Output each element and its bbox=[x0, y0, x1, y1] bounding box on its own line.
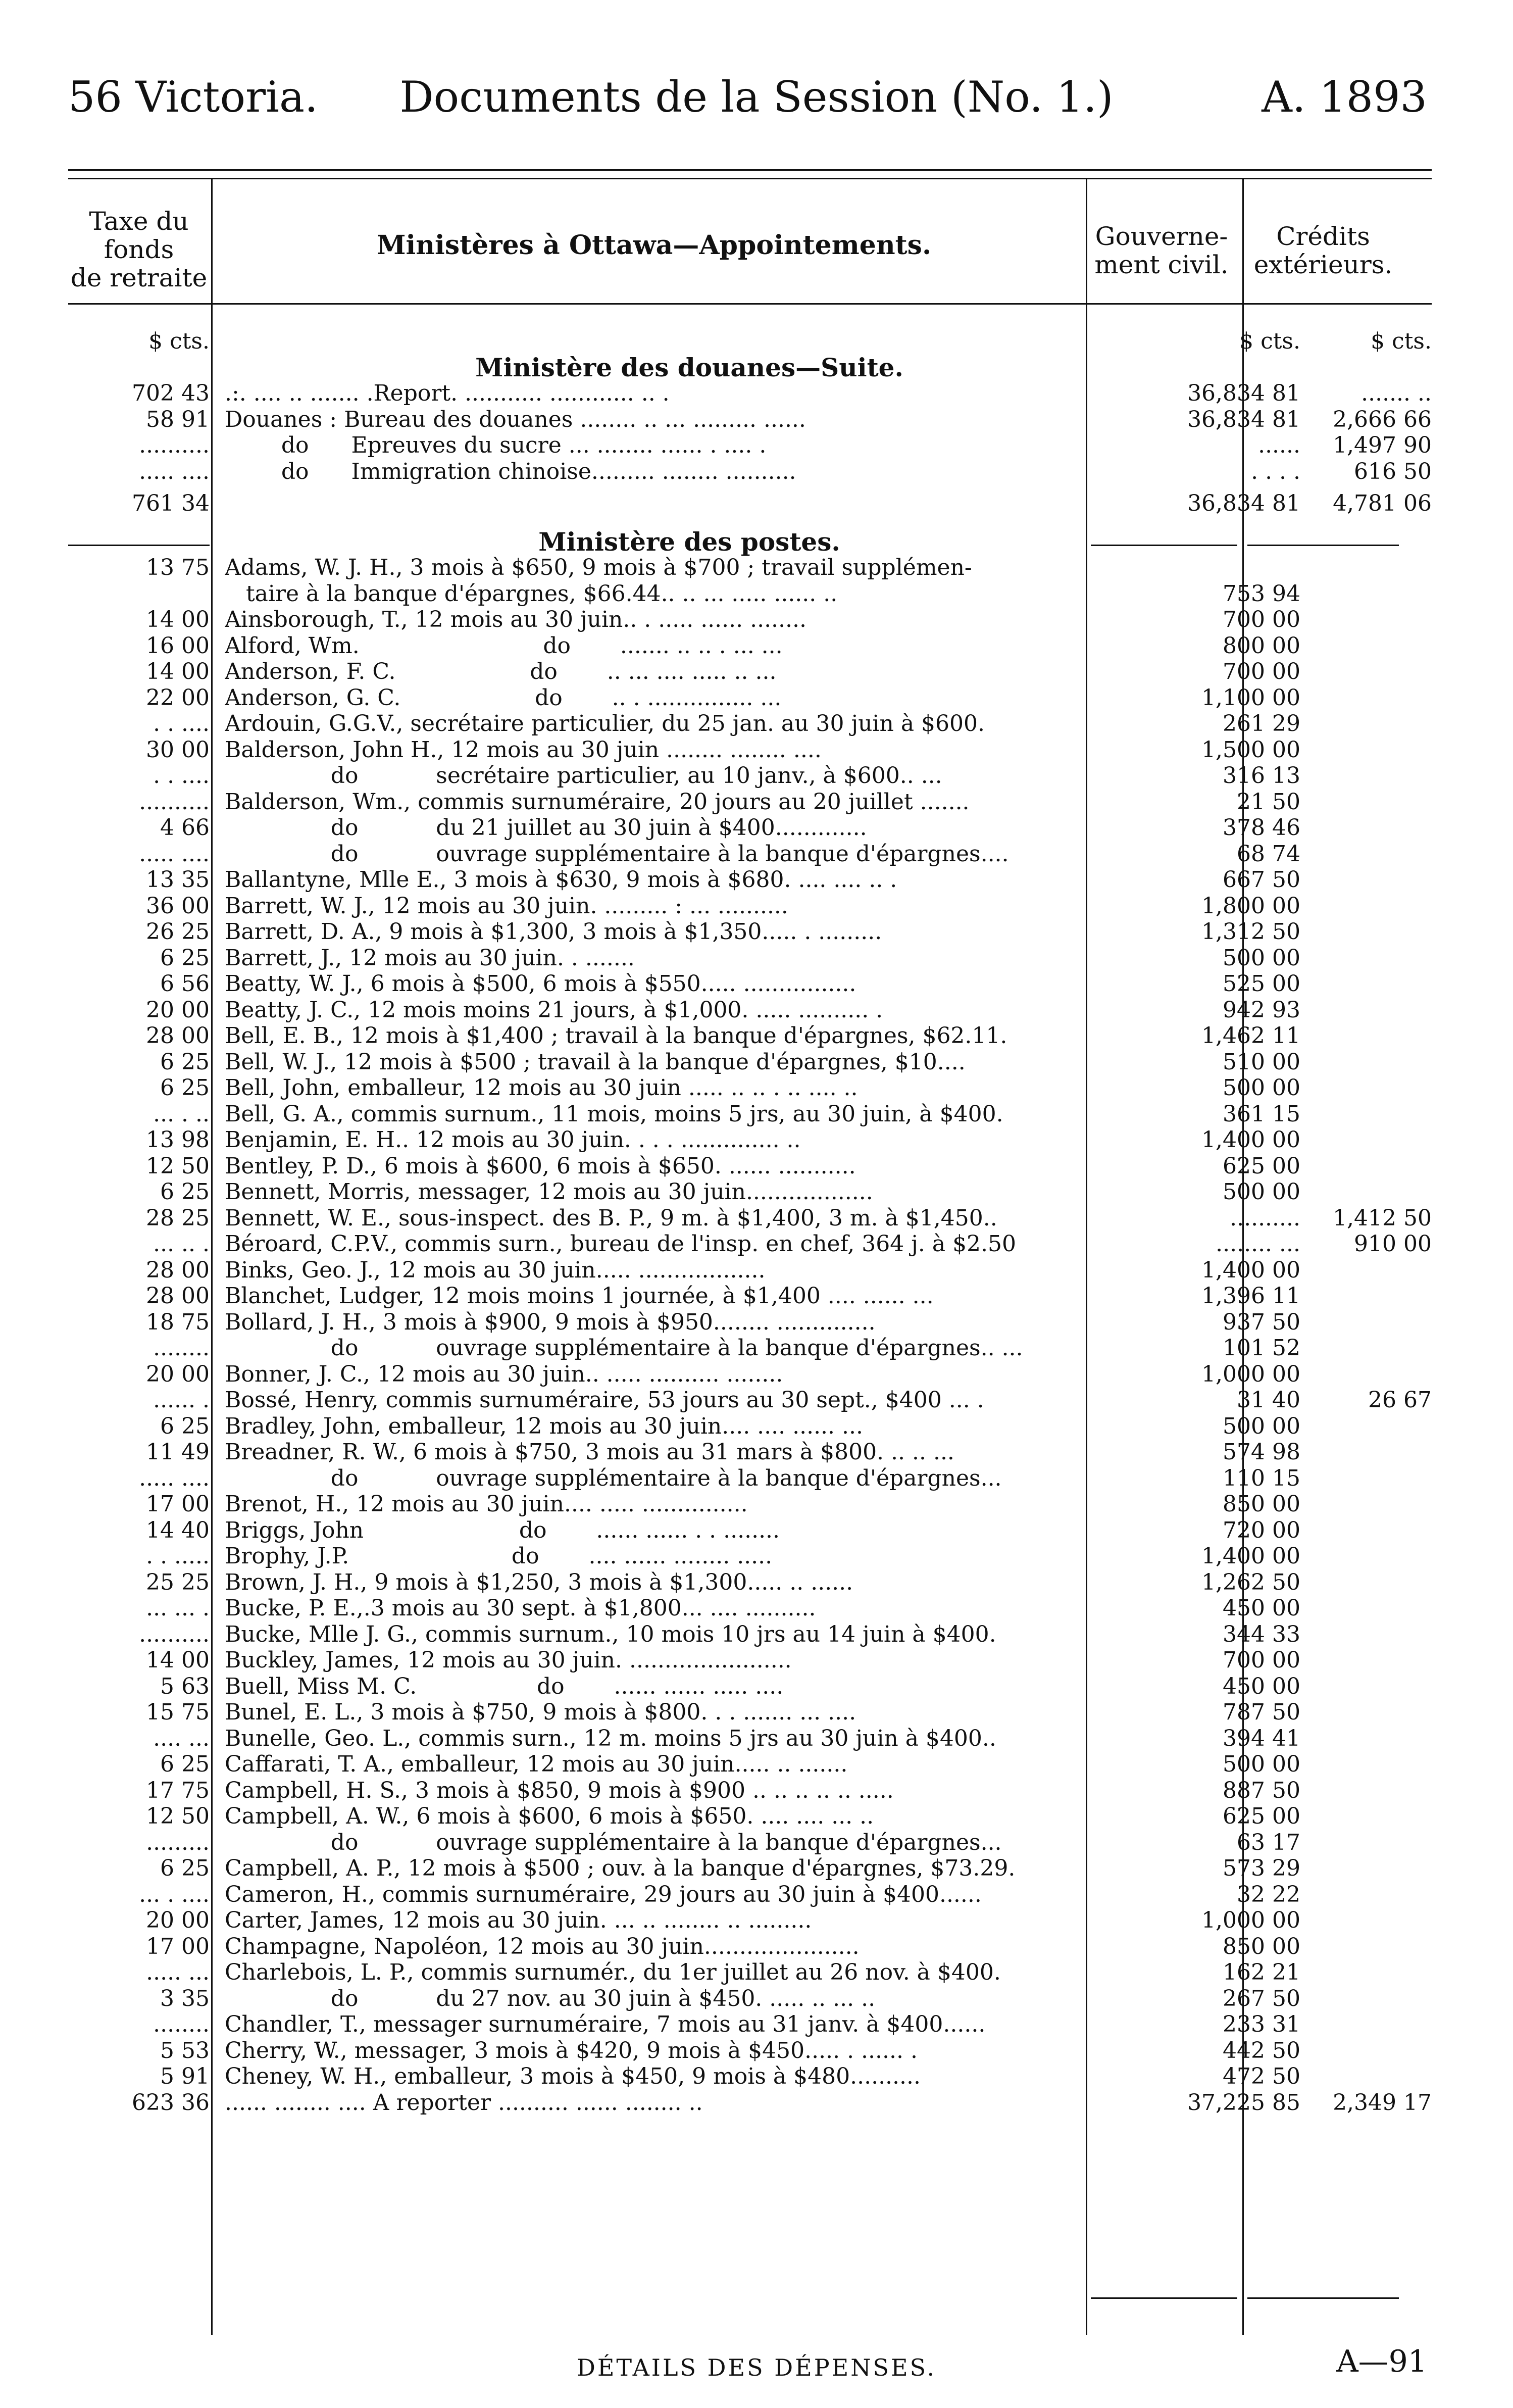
table-row bbox=[68, 1465, 1432, 1491]
cell-description: Anderson, F. C. do .. ... .... ..... .. ... bbox=[225, 659, 777, 684]
table-row bbox=[68, 1621, 1432, 1647]
table-row bbox=[68, 1934, 1432, 1959]
cell-gov: 450 00 bbox=[1223, 1673, 1300, 1699]
cell-tax: 4 66 bbox=[160, 815, 210, 841]
cell-tax: 13 35 bbox=[146, 867, 210, 893]
cell-description: do secrétaire particulier, au 10 janv., à $600.. ... bbox=[225, 763, 942, 789]
cell-gov: 500 00 bbox=[1223, 1413, 1300, 1439]
cell-description: Beatty, W. J., 6 mois à $500, 6 mois à $550..... ................ bbox=[225, 971, 856, 997]
table-row bbox=[68, 1023, 1432, 1049]
cell-gov: 378 46 bbox=[1223, 815, 1300, 841]
cell-tax: 58 91 bbox=[146, 406, 210, 432]
cell-tax: ......... bbox=[146, 1829, 210, 1855]
cell-tax: 702 43 bbox=[132, 380, 210, 406]
cell-tax: 12 50 bbox=[146, 1803, 210, 1829]
table-row bbox=[68, 919, 1432, 945]
table-row bbox=[68, 997, 1432, 1023]
cell-description: Bollard, J. H., 3 mois à $900, 9 mois à $950........ .............. bbox=[225, 1309, 876, 1335]
table-row bbox=[68, 971, 1432, 997]
cell-tax: 28 00 bbox=[146, 1257, 210, 1283]
cell-gov: 850 00 bbox=[1223, 1933, 1300, 1959]
cell-tax: . . .... bbox=[153, 763, 210, 789]
table-row bbox=[68, 867, 1432, 893]
cell-description: Cheney, W. H., emballeur, 3 mois à $450, 9 mois à $480.......... bbox=[225, 2063, 921, 2089]
cell-gov: 36,834 81 bbox=[1187, 380, 1300, 406]
cell-description: Bucke, P. E.,.3 mois au 30 sept. à $1,800... .... .......... bbox=[225, 1595, 816, 1621]
cell-tax: 25 25 bbox=[146, 1569, 210, 1595]
column-header-title: Ministères à Ottawa—Appointements. bbox=[376, 230, 932, 261]
cell-gov: 625 00 bbox=[1223, 1153, 1300, 1179]
cell-tax: ... .. . bbox=[153, 1231, 210, 1257]
table-row bbox=[68, 1855, 1432, 1881]
cell-description: .:. .... .. ....... .Report. ........... ............ .. . bbox=[225, 380, 670, 406]
cell-gov: 1,462 11 bbox=[1201, 1023, 1300, 1049]
cell-gov: 361 15 bbox=[1223, 1101, 1300, 1127]
column-header-gov: Gouverne- ment civil. bbox=[1094, 222, 1229, 279]
cell-gov: 472 50 bbox=[1223, 2063, 1300, 2089]
cell-cred: 616 50 bbox=[1354, 458, 1432, 484]
table-row bbox=[68, 1491, 1432, 1517]
table-row bbox=[68, 1751, 1432, 1777]
cell-cred: 2,349 17 bbox=[1333, 2089, 1432, 2116]
cell-description: Ministère des douanes—Suite. bbox=[475, 352, 903, 382]
cell-gov: 110 15 bbox=[1223, 1465, 1300, 1491]
cell-description: Béroard, C.P.V., commis surn., bureau de l'insp. en chef, 364 j. à $2.50 bbox=[225, 1231, 1017, 1257]
cell-description: Campbell, H. S., 3 mois à $850, 9 mois à $900 .. .. .. .. .. ..... bbox=[225, 1777, 894, 1803]
cell-gov: 787 50 bbox=[1223, 1699, 1300, 1725]
top-rule bbox=[68, 169, 1432, 171]
cell-gov: 1,312 50 bbox=[1201, 919, 1300, 945]
cell-tax: 5 53 bbox=[160, 2037, 210, 2063]
cell-tax: 17 75 bbox=[146, 1777, 210, 1803]
table-row bbox=[68, 1803, 1432, 1829]
table-row bbox=[68, 1986, 1432, 2011]
cell-gov: 500 00 bbox=[1223, 1751, 1300, 1777]
cell-gov: 31 40 bbox=[1237, 1387, 1300, 1413]
cell-tax: .... ... bbox=[153, 1725, 210, 1751]
cell-gov: 394 41 bbox=[1223, 1725, 1300, 1751]
cell-gov: 1,400 00 bbox=[1201, 1127, 1300, 1153]
table-row bbox=[68, 2011, 1432, 2037]
cell-gov: 1,100 00 bbox=[1201, 684, 1300, 711]
table-row bbox=[68, 555, 1432, 580]
cell-description: Bennett, W. E., sous-inspect. des B. P., 9 m. à $1,400, 3 m. à $1,450.. bbox=[225, 1205, 997, 1231]
cell-description: Ballantyne, Mlle E., 3 mois à $630, 9 mois à $680. .... .... .. . bbox=[225, 867, 897, 893]
cell-description: do Immigration chinoise......... ........ .......... bbox=[225, 458, 796, 484]
table-row bbox=[68, 1205, 1432, 1231]
cell-gov: 36,834 81 bbox=[1187, 406, 1300, 432]
table-row bbox=[68, 763, 1432, 789]
cell-gov: 1,000 00 bbox=[1201, 1361, 1300, 1387]
cell-description: taire à la banque d'épargnes, $66.44.. .. ... ..... ...... .. bbox=[225, 580, 838, 607]
cell-tax: 6 25 bbox=[160, 1413, 210, 1439]
cell-gov: 700 00 bbox=[1223, 607, 1300, 632]
cell-description: Brown, J. H., 9 mois à $1,250, 3 mois à $1,300..... .. ...... bbox=[225, 1569, 853, 1595]
column-header-cred: Crédits extérieurs. bbox=[1253, 222, 1393, 279]
cell-description: Douanes : Bureau des douanes ........ .. ... ......... ...... bbox=[225, 406, 806, 432]
cell-gov: 1,396 11 bbox=[1201, 1283, 1300, 1309]
cell-description: Bradley, John, emballeur, 12 mois au 30 juin.... .... ...... ... bbox=[225, 1413, 863, 1439]
cell-cred: 26 67 bbox=[1368, 1387, 1432, 1413]
cell-cred: 2,666 66 bbox=[1333, 406, 1432, 432]
table-row bbox=[68, 1257, 1432, 1283]
cell-gov: 753 94 bbox=[1223, 580, 1300, 607]
cell-description: Bell, E. B., 12 mois à $1,400 ; travail à la banque d'épargnes, $62.11. bbox=[225, 1023, 1007, 1049]
table-row bbox=[68, 1569, 1432, 1595]
table-row bbox=[68, 1959, 1432, 1985]
cell-gov: $ cts. bbox=[1239, 328, 1300, 354]
cell-gov: .......... bbox=[1230, 1205, 1300, 1231]
table-row bbox=[68, 737, 1432, 763]
cell-cred: 1,497 90 bbox=[1333, 432, 1432, 458]
table-row bbox=[68, 1179, 1432, 1205]
cell-gov: 510 00 bbox=[1223, 1049, 1300, 1075]
cell-tax: 20 00 bbox=[146, 1907, 210, 1933]
cell-tax: 6 25 bbox=[160, 945, 210, 971]
table-row bbox=[68, 1882, 1432, 1907]
cell-description: Bell, G. A., commis surnum., 11 mois, moins 5 jrs, au 30 juin, à $400. bbox=[225, 1101, 1003, 1127]
cell-tax: 12 50 bbox=[146, 1153, 210, 1179]
cell-tax: 28 25 bbox=[146, 1205, 210, 1231]
cell-description: Bucke, Mlle J. G., commis surnum., 10 mois 10 jrs au 14 juin à $400. bbox=[225, 1621, 996, 1647]
cell-description: Buell, Miss M. C. do ...... ...... ..... .... bbox=[225, 1673, 784, 1699]
header-right: A. 1893 bbox=[1262, 72, 1427, 122]
top-rule-2 bbox=[68, 178, 1432, 179]
cell-gov: 800 00 bbox=[1223, 632, 1300, 659]
cell-tax: 15 75 bbox=[146, 1699, 210, 1725]
cell-tax: 30 00 bbox=[146, 736, 210, 763]
cell-gov: 525 00 bbox=[1223, 971, 1300, 997]
cell-tax: ..... .... bbox=[139, 458, 210, 484]
table-row bbox=[68, 607, 1432, 632]
cell-tax: ... . .... bbox=[139, 1881, 210, 1907]
cell-tax: ........ bbox=[153, 1335, 210, 1361]
cell-tax: 14 00 bbox=[146, 607, 210, 632]
cell-gov: 1,400 00 bbox=[1201, 1257, 1300, 1283]
cell-description: Ardouin, G.G.V., secrétaire particulier, du 25 jan. au 30 juin à $600. bbox=[225, 711, 985, 736]
cell-gov: ........ ... bbox=[1216, 1231, 1300, 1257]
header-left: 56 Victoria. bbox=[68, 72, 318, 122]
cell-description: do ouvrage supplémentaire à la banque d'épargnes.. ... bbox=[225, 1335, 1023, 1361]
cell-gov: 37,225 85 bbox=[1187, 2089, 1300, 2116]
cell-description: Barrett, J., 12 mois au 30 juin. . ....... bbox=[225, 945, 635, 971]
cell-description: Brenot, H., 12 mois au 30 juin.... ..... ............... bbox=[225, 1491, 748, 1517]
table-row bbox=[68, 945, 1432, 971]
table-row bbox=[68, 1830, 1432, 1855]
cell-tax: .......... bbox=[139, 1621, 210, 1647]
cell-description: Chandler, T., messager surnuméraire, 7 mois au 31 janv. à $400...... bbox=[225, 2011, 986, 2037]
cell-description: do ouvrage supplémentaire à la banque d'épargnes... bbox=[225, 1465, 1002, 1491]
cell-description: Bonner, J. C., 12 mois au 30 juin.. ..... .......... ........ bbox=[225, 1361, 783, 1387]
header-center: Documents de la Session (No. 1.) bbox=[399, 72, 1114, 122]
cell-tax: ........ bbox=[153, 2011, 210, 2037]
cell-description: Charlebois, L. P., commis surnumér., du 1er juillet au 26 nov. à $400. bbox=[225, 1959, 1001, 1985]
cell-description: Buckley, James, 12 mois au 30 juin. ....................... bbox=[225, 1647, 792, 1673]
cell-tax: 761 34 bbox=[132, 490, 210, 516]
cell-description: Breadner, R. W., 6 mois à $750, 3 mois au 31 mars à $800. .. .. ... bbox=[225, 1439, 954, 1465]
cell-gov: 261 29 bbox=[1223, 711, 1300, 736]
cell-tax: . . .... bbox=[153, 711, 210, 736]
table-row bbox=[68, 1699, 1432, 1725]
table-row bbox=[68, 1231, 1432, 1257]
table-row bbox=[68, 1309, 1432, 1335]
cell-tax: 6 25 bbox=[160, 1751, 210, 1777]
cell-gov: . . . . bbox=[1251, 458, 1300, 484]
table-row bbox=[68, 815, 1432, 841]
cell-cred: 4,781 06 bbox=[1333, 490, 1432, 516]
cell-tax: ..... .... bbox=[139, 841, 210, 867]
cell-gov: 700 00 bbox=[1223, 659, 1300, 684]
table-row bbox=[68, 1153, 1432, 1179]
table-row bbox=[68, 328, 1432, 354]
subtotal-rule bbox=[68, 545, 210, 546]
cell-gov: 233 31 bbox=[1223, 2011, 1300, 2037]
cell-tax: ..... ... bbox=[146, 1959, 210, 1985]
table-row bbox=[68, 581, 1432, 607]
cell-description: Benjamin, E. H.. 12 mois au 30 juin. . . . .............. .. bbox=[225, 1127, 801, 1153]
cell-tax: 13 75 bbox=[146, 555, 210, 580]
table-row bbox=[68, 1413, 1432, 1439]
cell-description: Carter, James, 12 mois au 30 juin. ... .. ........ .. ......... bbox=[225, 1907, 812, 1933]
cell-tax: ...... . bbox=[153, 1387, 210, 1413]
cell-description: Barrett, D. A., 9 mois à $1,300, 3 mois à $1,350..... . ......... bbox=[225, 919, 882, 945]
cell-description: Binks, Geo. J., 12 mois au 30 juin..... .................. bbox=[225, 1257, 766, 1283]
cell-tax: ..... .... bbox=[139, 1465, 210, 1491]
column-header-tax: Taxe du fonds de retraite bbox=[70, 207, 208, 292]
table-row bbox=[68, 659, 1432, 684]
cell-description: Cherry, W., messager, 3 mois à $420, 9 mois à $450..... . ...... . bbox=[225, 2037, 918, 2063]
cell-description: do ouvrage supplémentaire à la banque d'épargnes... bbox=[225, 1829, 1002, 1855]
cell-tax: 6 25 bbox=[160, 1855, 210, 1881]
cell-gov: 36,834 81 bbox=[1187, 490, 1300, 516]
cell-description: Bunelle, Geo. L., commis surn., 12 m. moins 5 jrs au 30 juin à $400.. bbox=[225, 1725, 996, 1751]
table-row bbox=[68, 711, 1432, 736]
header-bottom-rule bbox=[68, 303, 1432, 305]
cell-gov: 1,500 00 bbox=[1201, 736, 1300, 763]
table-row bbox=[68, 1101, 1432, 1127]
cell-tax: 16 00 bbox=[146, 632, 210, 659]
cell-tax: 14 00 bbox=[146, 1647, 210, 1673]
cell-tax: ... . .. bbox=[153, 1101, 210, 1127]
cell-description: do du 27 nov. au 30 juin à $450. ..... .. ... .. bbox=[225, 1985, 876, 2011]
footer-right: A—91 bbox=[1336, 2344, 1427, 2379]
table-row bbox=[68, 2063, 1432, 2089]
cell-tax: 28 00 bbox=[146, 1023, 210, 1049]
cell-gov: 667 50 bbox=[1223, 867, 1300, 893]
table-row bbox=[68, 685, 1432, 711]
cell-cred: ....... .. bbox=[1361, 380, 1432, 406]
cell-description: Bell, John, emballeur, 12 mois au 30 juin ..... .. .. . .. .... .. bbox=[225, 1075, 858, 1101]
cell-tax: 18 75 bbox=[146, 1309, 210, 1335]
cell-tax: 11 49 bbox=[146, 1439, 210, 1465]
cell-tax: .......... bbox=[139, 789, 210, 815]
cell-tax: 28 00 bbox=[146, 1283, 210, 1309]
cell-gov: 942 93 bbox=[1223, 997, 1300, 1023]
cell-tax: 3 35 bbox=[160, 1985, 210, 2011]
cell-gov: 1,262 50 bbox=[1201, 1569, 1300, 1595]
cell-gov: 573 29 bbox=[1223, 1855, 1300, 1881]
cell-tax: 6 25 bbox=[160, 1075, 210, 1101]
cell-description: Caffarati, T. A., emballeur, 12 mois au 30 juin..... .. ....... bbox=[225, 1751, 848, 1777]
cell-tax: 6 56 bbox=[160, 971, 210, 997]
cell-gov: 1,000 00 bbox=[1201, 1907, 1300, 1933]
table-row bbox=[68, 1517, 1432, 1543]
table-row bbox=[68, 1778, 1432, 1803]
cell-tax: .......... bbox=[139, 432, 210, 458]
cell-description: ...... ........ .... A reporter .......... ...... ........ .. bbox=[225, 2089, 703, 2116]
cell-gov: 887 50 bbox=[1223, 1777, 1300, 1803]
cell-cred: 1,412 50 bbox=[1333, 1205, 1432, 1231]
table-row bbox=[68, 352, 1432, 382]
footer-center: DÉTAILS DES DÉPENSES. bbox=[576, 2354, 937, 2381]
table-row bbox=[68, 1361, 1432, 1387]
cell-gov: 101 52 bbox=[1223, 1335, 1300, 1361]
cell-gov: 267 50 bbox=[1223, 1985, 1300, 2011]
cell-gov: 500 00 bbox=[1223, 1179, 1300, 1205]
cell-gov: 720 00 bbox=[1223, 1517, 1300, 1543]
cell-tax: 14 40 bbox=[146, 1517, 210, 1543]
cell-cred: 910 00 bbox=[1354, 1231, 1432, 1257]
cell-description: Cameron, H., commis surnuméraire, 29 jours au 30 juin à $400...... bbox=[225, 1881, 982, 1907]
cell-tax: 26 25 bbox=[146, 919, 210, 945]
cell-description: Beatty, J. C., 12 mois moins 21 jours, à $1,000. ..... .......... . bbox=[225, 997, 883, 1023]
cell-tax: 14 00 bbox=[146, 659, 210, 684]
cell-description: Alford, Wm. do ....... .. .. . ... ... bbox=[225, 632, 783, 659]
cell-gov: 68 74 bbox=[1237, 841, 1300, 867]
cell-gov: 1,800 00 bbox=[1201, 893, 1300, 919]
table-row bbox=[68, 2038, 1432, 2063]
cell-gov: 500 00 bbox=[1223, 1075, 1300, 1101]
cell-description: Ainsborough, T., 12 mois au 30 juin.. . ..... ...... ........ bbox=[225, 607, 806, 632]
cell-gov: 574 98 bbox=[1223, 1439, 1300, 1465]
table-row bbox=[68, 1726, 1432, 1751]
cell-tax: 22 00 bbox=[146, 684, 210, 711]
cell-description: Briggs, John do ...... ...... . . ........ bbox=[225, 1517, 780, 1543]
final-rule-cred bbox=[1247, 2297, 1399, 2299]
cell-gov: 450 00 bbox=[1223, 1595, 1300, 1621]
cell-gov: 850 00 bbox=[1223, 1491, 1300, 1517]
cell-tax: 6 25 bbox=[160, 1049, 210, 1075]
table-row bbox=[68, 1543, 1432, 1569]
cell-description: do Epreuves du sucre ... ........ ...... . .... . bbox=[225, 432, 767, 458]
cell-gov: ...... bbox=[1258, 432, 1300, 458]
cell-description: Barrett, W. J., 12 mois au 30 juin. ......... : ... .......... bbox=[225, 893, 788, 919]
cell-description: Bunel, E. L., 3 mois à $750, 9 mois à $800. . . ....... ... .... bbox=[225, 1699, 856, 1725]
table-row bbox=[68, 459, 1432, 484]
cell-tax: 13 98 bbox=[146, 1127, 210, 1153]
table-row bbox=[68, 1335, 1432, 1361]
cell-tax: . . ..... bbox=[146, 1543, 210, 1569]
cell-tax: 5 91 bbox=[160, 2063, 210, 2089]
cell-tax: ... ... . bbox=[146, 1595, 210, 1621]
cell-description: Blanchet, Ludger, 12 mois moins 1 journée, à $1,400 .... ...... ... bbox=[225, 1283, 934, 1309]
cell-gov: 937 50 bbox=[1223, 1309, 1300, 1335]
table-row bbox=[68, 633, 1432, 659]
cell-tax: 20 00 bbox=[146, 1361, 210, 1387]
table-row bbox=[68, 1647, 1432, 1673]
cell-description: Campbell, A. P., 12 mois à $500 ; ouv. à la banque d'épargnes, $73.29. bbox=[225, 1855, 1016, 1881]
table-row bbox=[68, 380, 1432, 406]
table-row bbox=[68, 2090, 1432, 2116]
cell-tax: 5 63 bbox=[160, 1673, 210, 1699]
table-row bbox=[68, 1674, 1432, 1699]
cell-description: do ouvrage supplémentaire à la banque d'épargnes.... bbox=[225, 841, 1009, 867]
final-rule bbox=[1091, 2297, 1237, 2299]
cell-gov: 21 50 bbox=[1237, 789, 1300, 815]
cell-gov: 500 00 bbox=[1223, 945, 1300, 971]
cell-gov: 1,400 00 bbox=[1201, 1543, 1300, 1569]
cell-description: Balderson, Wm., commis surnuméraire, 20 jours au 20 juillet ....... bbox=[225, 789, 970, 815]
cell-tax: 36 00 bbox=[146, 893, 210, 919]
cell-tax: $ cts. bbox=[148, 328, 210, 354]
cell-description: Bell, W. J., 12 mois à $500 ; travail à la banque d'épargnes, $10.... bbox=[225, 1049, 966, 1075]
cell-tax: 20 00 bbox=[146, 997, 210, 1023]
cell-description: Campbell, A. W., 6 mois à $600, 6 mois à $650. .... .... ... .. bbox=[225, 1803, 874, 1829]
cell-gov: 32 22 bbox=[1237, 1881, 1300, 1907]
cell-description: Anderson, G. C. do .. . ............... ... bbox=[225, 684, 782, 711]
cell-description: Adams, W. J. H., 3 mois à $650, 9 mois à $700 ; travail supplémen- bbox=[225, 555, 972, 580]
cell-gov: 700 00 bbox=[1223, 1647, 1300, 1673]
cell-gov: 625 00 bbox=[1223, 1803, 1300, 1829]
cell-description: do du 21 juillet au 30 juin à $400............. bbox=[225, 815, 867, 841]
cell-gov: 316 13 bbox=[1223, 763, 1300, 789]
table-row bbox=[68, 1049, 1432, 1075]
table-row bbox=[68, 893, 1432, 919]
table-row bbox=[68, 490, 1432, 516]
table-row bbox=[68, 432, 1432, 458]
cell-description: Champagne, Napoléon, 12 mois au 30 juin...................... bbox=[225, 1933, 860, 1959]
table-row bbox=[68, 1127, 1432, 1153]
cell-tax: 17 00 bbox=[146, 1491, 210, 1517]
table-row bbox=[68, 1387, 1432, 1413]
cell-description: Ministère des postes. bbox=[538, 526, 840, 557]
table-row bbox=[68, 526, 1432, 557]
cell-gov: 344 33 bbox=[1223, 1621, 1300, 1647]
subtotal-rule-cred bbox=[1247, 545, 1399, 546]
cell-description: Balderson, John H., 12 mois au 30 juin ........ ........ .... bbox=[225, 736, 822, 763]
cell-gov: 63 17 bbox=[1237, 1829, 1300, 1855]
cell-tax: 17 00 bbox=[146, 1933, 210, 1959]
cell-tax: 6 25 bbox=[160, 1179, 210, 1205]
cell-gov: 162 21 bbox=[1223, 1959, 1300, 1985]
cell-cred: $ cts. bbox=[1371, 328, 1432, 354]
table-row bbox=[68, 789, 1432, 815]
table-row bbox=[68, 841, 1432, 867]
cell-description: Bossé, Henry, commis surnuméraire, 53 jours au 30 sept., $400 ... . bbox=[225, 1387, 984, 1413]
cell-description: Bentley, P. D., 6 mois à $600, 6 mois à $650. ...... ........... bbox=[225, 1153, 856, 1179]
table-row bbox=[68, 1907, 1432, 1933]
cell-description: Brophy, J.P. do .... ...... ........ ..... bbox=[225, 1543, 773, 1569]
cell-description: Bennett, Morris, messager, 12 mois au 30 juin.................. bbox=[225, 1179, 873, 1205]
table-row bbox=[68, 1595, 1432, 1621]
table-row bbox=[68, 1283, 1432, 1309]
table-row bbox=[68, 1439, 1432, 1465]
table-row bbox=[68, 407, 1432, 432]
table-row bbox=[68, 1075, 1432, 1101]
subtotal-rule-gov bbox=[1091, 545, 1237, 546]
cell-gov: 442 50 bbox=[1223, 2037, 1300, 2063]
cell-tax: 623 36 bbox=[132, 2089, 210, 2116]
